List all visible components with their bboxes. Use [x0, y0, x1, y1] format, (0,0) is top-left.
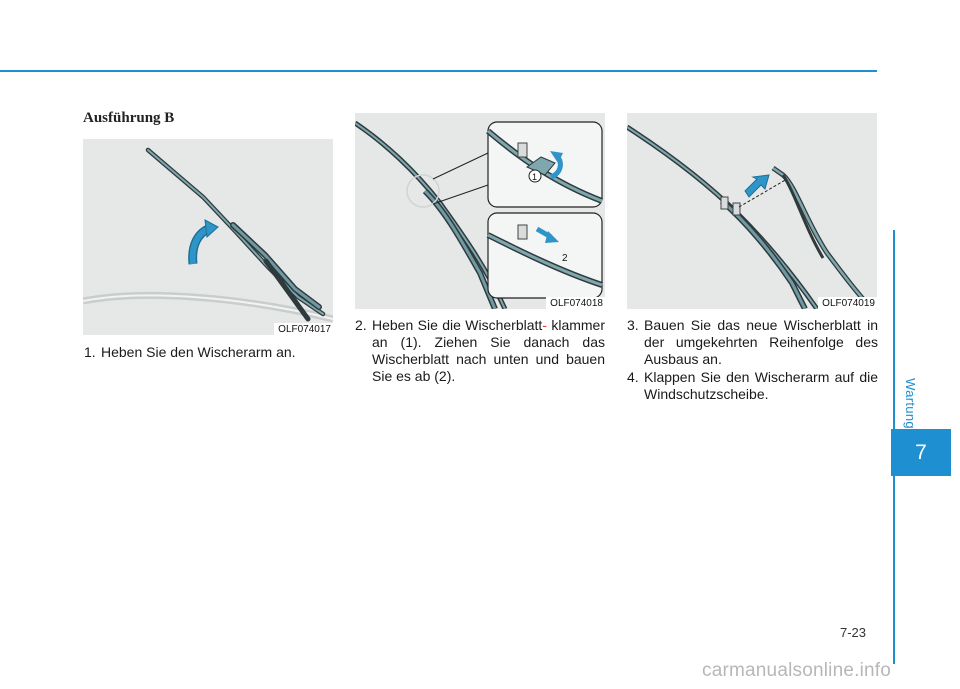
step-2: [355, 317, 605, 385]
step-4: [627, 369, 878, 403]
step-number: 3.: [627, 317, 639, 333]
page-number: 7-23: [840, 625, 867, 640]
section-heading: Ausführung B: [83, 110, 175, 126]
step-1: [84, 344, 344, 361]
wiper-clip-illustration: [355, 113, 605, 309]
step-3: [627, 317, 878, 368]
figure-code-label: OLF074018: [546, 297, 605, 309]
callout-2: 2: [562, 253, 568, 264]
callout-1: 1: [532, 172, 538, 182]
watermark: carmanualsonline.info: [702, 660, 892, 681]
figure-code-label: OLF074019: [818, 297, 877, 309]
figure-remove-clip: [355, 113, 605, 309]
figure-lift-wiper-arm: [83, 139, 333, 335]
figure-install-blade: [627, 113, 877, 309]
step-text: Klappen Sie den Wischerarm auf die Windschutzscheibe.: [644, 369, 878, 402]
step-text: Heben Sie den Wischerarm an.: [101, 344, 296, 360]
figure-code-label: OLF074017: [274, 323, 333, 335]
side-tab-label: Wartung: [902, 377, 918, 429]
step-number: 1.: [84, 344, 96, 360]
step-number: 2.: [355, 317, 367, 333]
step-text: Bauen Sie das neue Wischerblatt in der umgekehrten Reihenfolge des Ausbaus an.: [644, 317, 878, 367]
wiper-arm-illustration: [83, 139, 333, 335]
top-rule: [0, 70, 877, 72]
step-text: Heben Sie die Wischerblatt- klammer an (1). Ziehen Sie danach das Wischerblatt nach unten und bauen Sie es ab (2).: [372, 317, 605, 384]
step-number: 4.: [627, 369, 639, 385]
chapter-number-badge: 7: [891, 429, 951, 476]
hyphenation-mark: -: [542, 317, 547, 333]
new-blade-illustration: [627, 113, 877, 309]
